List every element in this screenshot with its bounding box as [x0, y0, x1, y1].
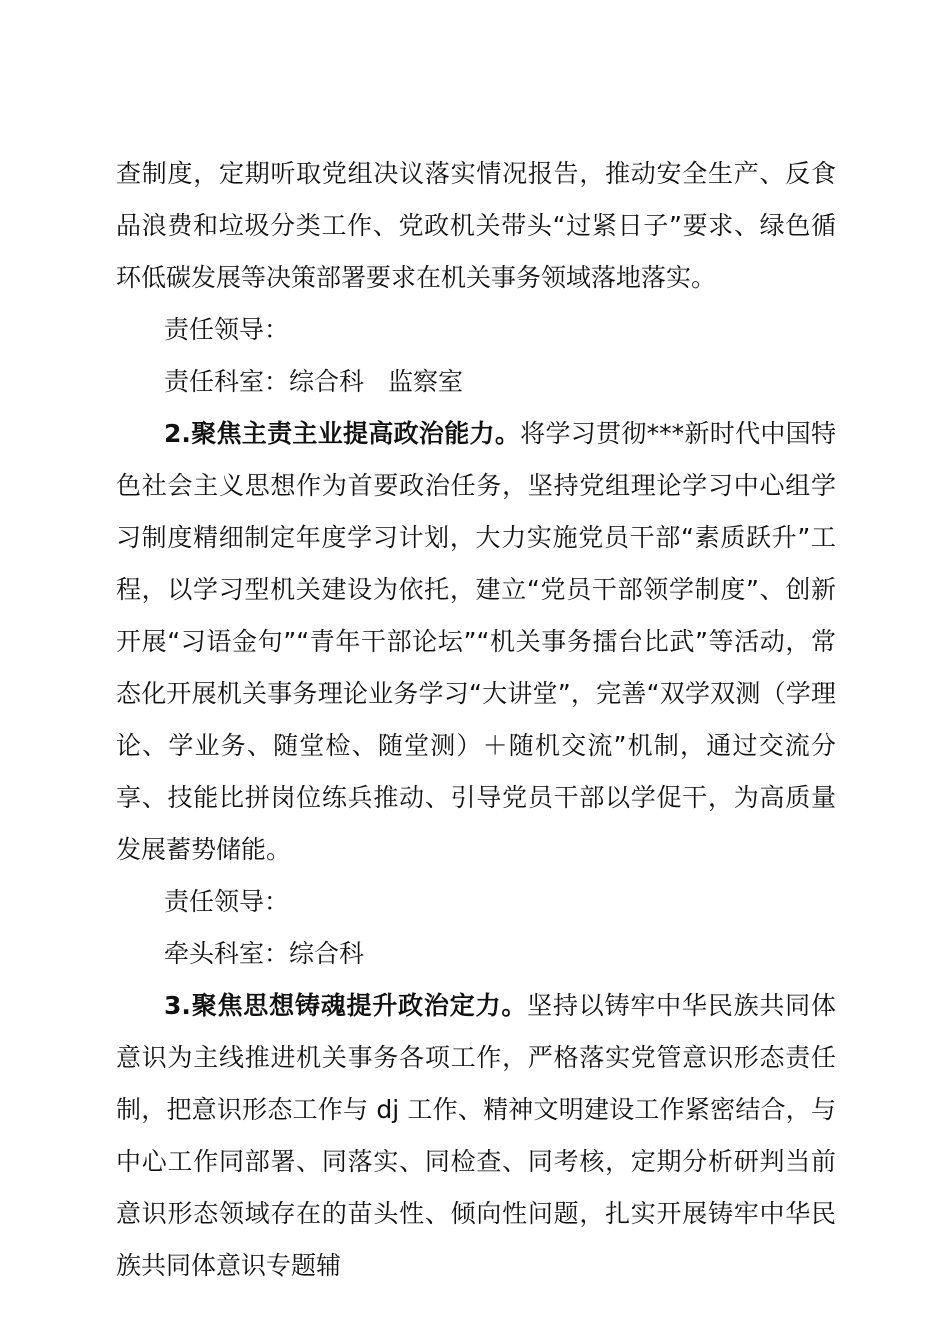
responsible-office-label: 责任科室：	[164, 367, 290, 396]
responsible-leader-line-1	[116, 304, 836, 356]
document-body	[116, 148, 836, 1292]
lead-office-line-2	[116, 928, 836, 980]
responsible-leader-label: 责任领导：	[164, 887, 290, 916]
paragraph-text: 坚持以铸牢中华民族共同体意识为主线推进机关事务各项工作，严格落实党管意识形态责任制，把意识形态工作与 dj 工作、精神文明建设工作紧密结合，与中心工作同部署、同落实、同检查、同考核，定期分析研判当前意识形态领域存在的苗头性、倾向性问题，扎实开展铸牢中华民族共同体意识专题辅	[116, 991, 836, 1280]
office-name: 综合科	[289, 367, 365, 396]
responsible-leader-label: 责任领导：	[164, 315, 290, 344]
responsible-leader-line-2	[116, 876, 836, 928]
paragraph-text: 查制度，定期听取党组决议落实情况报告，推动安全生产、反食品浪费和垃圾分类工作、党政机关带头“过紧日子”要求、绿色循环低碳发展等决策部署要求在机关事务领域落地落实。	[116, 159, 836, 292]
paragraph-2	[116, 408, 836, 876]
paragraph-3	[116, 980, 836, 1292]
office-name: 监察室	[388, 367, 464, 396]
paragraph-1-continuation	[116, 148, 836, 304]
lead-office-text: 牵头科室：综合科	[164, 939, 365, 968]
paragraph-text: 将学习贯彻***新时代中国特色社会主义思想作为首要政治任务，坚持党组理论学习中心组学习制度精细制定年度学习计划，大力实施党员干部“素质跃升”工程，以学习型机关建设为依托，建立“党员干部领学制度”、创新开展“习语金句”“青年干部论坛”“机关事务擂台比武”等活动，常态化开展机关事务理论业务学习“大讲堂”，完善“双学双测（学理论、学业务、随堂检、随堂测）＋随机交流”机制，通过交流分享、技能比拼岗位练兵推动、引导党员干部以学促干，为高质量发展蓄势储能。	[116, 419, 836, 864]
responsible-office-line-1	[116, 356, 836, 408]
section-heading: 2.聚焦主责主业提高政治能力。	[164, 419, 521, 448]
section-heading: 3.聚焦思想铸魂提升政治定力。	[164, 991, 528, 1020]
